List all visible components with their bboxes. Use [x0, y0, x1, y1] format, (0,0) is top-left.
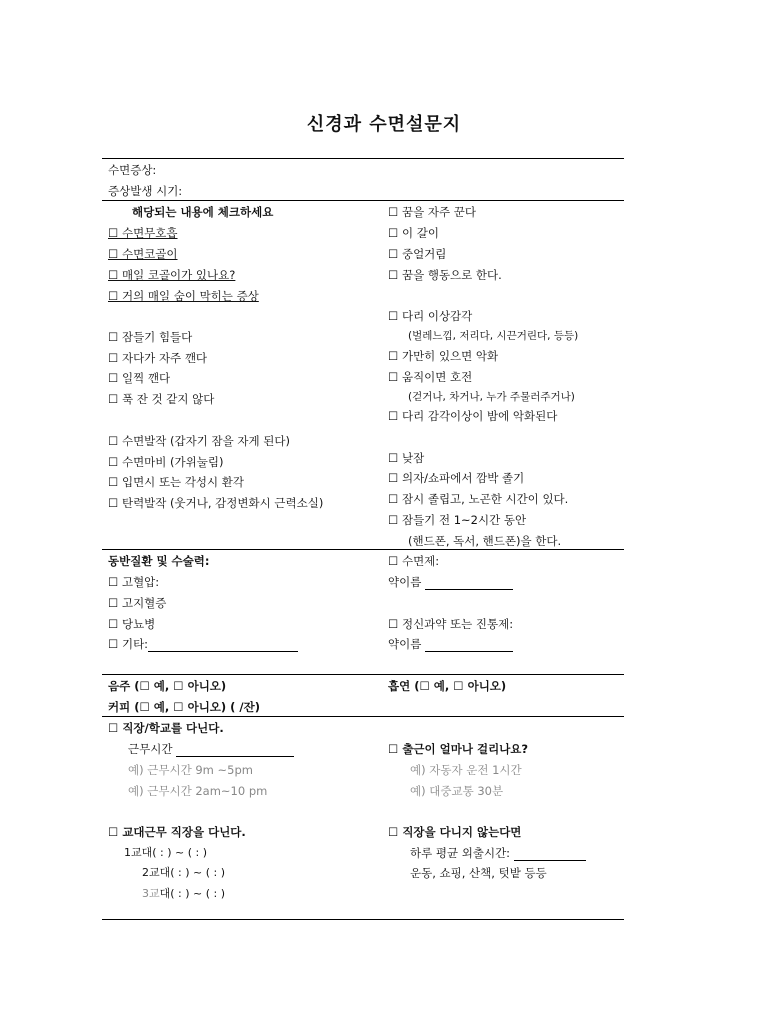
work-hours [128, 741, 294, 757]
checkbox-cataplexy[interactable]: ☐ 탄력발작 (웃거나, 감정변화시 근력소실) [108, 496, 324, 510]
checkbox-bruxism[interactable]: ☐ 이 갈이 [388, 226, 439, 240]
other-label: ☐ 기타: [108, 637, 149, 651]
divider [102, 549, 624, 550]
checkbox-worse-night[interactable]: ☐ 다리 감각이상이 밤에 악화된다 [388, 409, 558, 423]
divider [102, 158, 624, 159]
checkbox-mumbling[interactable]: ☐ 중얼거림 [388, 247, 447, 261]
checkbox-wake-often[interactable]: ☐ 자다가 자주 깬다 [108, 351, 208, 365]
shift-3-text: 대( : ) ~ ( : ) [159, 887, 226, 900]
checkbox-other[interactable] [108, 636, 298, 652]
checkbox-apnea[interactable]: ☐ 수면무호흡 [108, 226, 178, 240]
shift-3[interactable] [142, 886, 225, 902]
divider [102, 716, 624, 717]
drug-name-label: 약이름 [388, 575, 422, 589]
checkbox-snoring[interactable]: ☐ 수면코골이 [108, 247, 178, 261]
checkbox-narcolepsy[interactable]: ☐ 수면발작 (갑자기 잠을 자게 된다) [108, 434, 290, 448]
checkbox-hypertension[interactable]: ☐ 고혈압: [108, 575, 160, 589]
shift-3-gray: 3교 [142, 887, 160, 900]
shift-1[interactable]: 1교대( : ) ~ ( : ) [124, 846, 208, 859]
divider [102, 919, 624, 920]
divider [102, 200, 624, 201]
coffee-question[interactable]: 커피 (☐ 예, ☐ 아니오) ( /잔) [108, 700, 260, 714]
checkbox-better-moving[interactable]: ☐ 움직이면 호전 [388, 370, 473, 384]
checkbox-hyperlipidemia[interactable]: ☐ 고지혈증 [108, 596, 167, 610]
work-hours-label: 근무시간 [128, 742, 173, 756]
work-hours-input[interactable] [176, 744, 294, 757]
outing-time-input[interactable] [514, 848, 586, 861]
drug-name-input[interactable] [425, 577, 513, 590]
note-leg-sensation: (벌레느낌, 저리다, 시끈거린다, 등등) [408, 330, 579, 342]
checkbox-work[interactable]: ☐ 직장/학교를 다닌다. [108, 721, 224, 735]
symptom-label: 수면증상: [108, 163, 157, 177]
shift-2[interactable]: 2교대( : ) ~ ( : ) [142, 866, 226, 879]
checkbox-sleeping-pill[interactable]: ☐ 수면제: [388, 554, 440, 568]
comorbidity-heading: 동반질환 및 수술력: [108, 554, 210, 568]
divider [102, 674, 624, 675]
drug-name-1 [388, 574, 513, 590]
checkbox-shift-work[interactable]: ☐ 교대근무 직장을 다닌다. [108, 825, 246, 839]
checkbox-commute[interactable]: ☐ 출근이 얼마나 걸리나요? [388, 742, 529, 756]
outing-time [410, 845, 586, 861]
checkbox-nap[interactable]: ☐ 낮잠 [388, 451, 425, 465]
example-hours-1: 예) 근무시간 9m ~5pm [128, 763, 253, 777]
checkbox-hallucination[interactable]: ☐ 입면시 또는 각성시 환각 [108, 475, 245, 489]
checkbox-before-sleep[interactable]: ☐ 잠들기 전 1~2시간 동안 [388, 513, 527, 527]
drug-name-input[interactable] [425, 639, 513, 652]
checkbox-dream-enactment[interactable]: ☐ 꿈을 행동으로 한다. [388, 268, 502, 282]
checkbox-leg-sensation[interactable]: ☐ 다리 이상감각 [388, 309, 473, 323]
checkbox-worse-rest[interactable]: ☐ 가만히 있으면 악화 [388, 349, 499, 363]
check-instruction: 해당되는 내용에 체크하세요 [132, 205, 274, 219]
alcohol-question[interactable]: 음주 (☐ 예, ☐ 아니오) [108, 679, 227, 693]
checkbox-choking[interactable]: ☐ 거의 매일 숨이 막히는 증상 [108, 289, 259, 303]
example-commute-2: 예) 대중교통 30분 [410, 784, 504, 798]
outing-time-label: 하루 평균 외출시간: [410, 846, 511, 860]
example-commute-1: 예) 자동자 운전 1시간 [410, 763, 522, 777]
checkbox-psych-painkiller[interactable]: ☐ 정신과약 또는 진통제: [388, 617, 514, 631]
checkbox-drowsy[interactable]: ☐ 잠시 졸립고, 노곤한 시간이 있다. [388, 492, 569, 506]
onset-label: 증상발생 시기: [108, 184, 183, 198]
note-before-sleep: (핸드폰, 독서, 핸드폰)을 한다. [408, 534, 562, 548]
checkbox-dreams[interactable]: ☐ 꿈을 자주 꾼다 [388, 205, 476, 219]
smoking-question[interactable]: 흡연 (☐ 예, ☐ 아니오) [388, 679, 507, 693]
note-moving: (걷거나, 차거나, 누가 주물러주거나) [408, 391, 575, 403]
checkbox-dozing[interactable]: ☐ 의자/쇼파에서 깜박 졸기 [388, 471, 525, 485]
activities: 운동, 쇼핑, 산책, 텃밭 등등 [410, 866, 547, 880]
page-title: 신경과 수면설문지 [306, 114, 462, 135]
checkbox-unrefreshing[interactable]: ☐ 푹 잔 것 같지 않다 [108, 392, 215, 406]
checkbox-early-wake[interactable]: ☐ 일찍 깬다 [108, 371, 171, 385]
checkbox-sleep-onset[interactable]: ☐ 잠들기 힘들다 [108, 330, 193, 344]
checkbox-sleep-paralysis[interactable]: ☐ 수면마비 (가위눌림) [108, 455, 224, 469]
example-hours-2: 예) 근무시간 2am~10 pm [128, 784, 268, 798]
checkbox-no-work[interactable]: ☐ 직장을 다니지 않는다면 [388, 825, 522, 839]
checkbox-daily-snoring[interactable]: ☐ 매일 코골이가 있나요? [108, 268, 236, 282]
other-input[interactable] [148, 639, 298, 652]
drug-name-2 [388, 636, 513, 652]
drug-name-label: 약이름 [388, 637, 422, 651]
checkbox-diabetes[interactable]: ☐ 당뇨병 [108, 617, 156, 631]
